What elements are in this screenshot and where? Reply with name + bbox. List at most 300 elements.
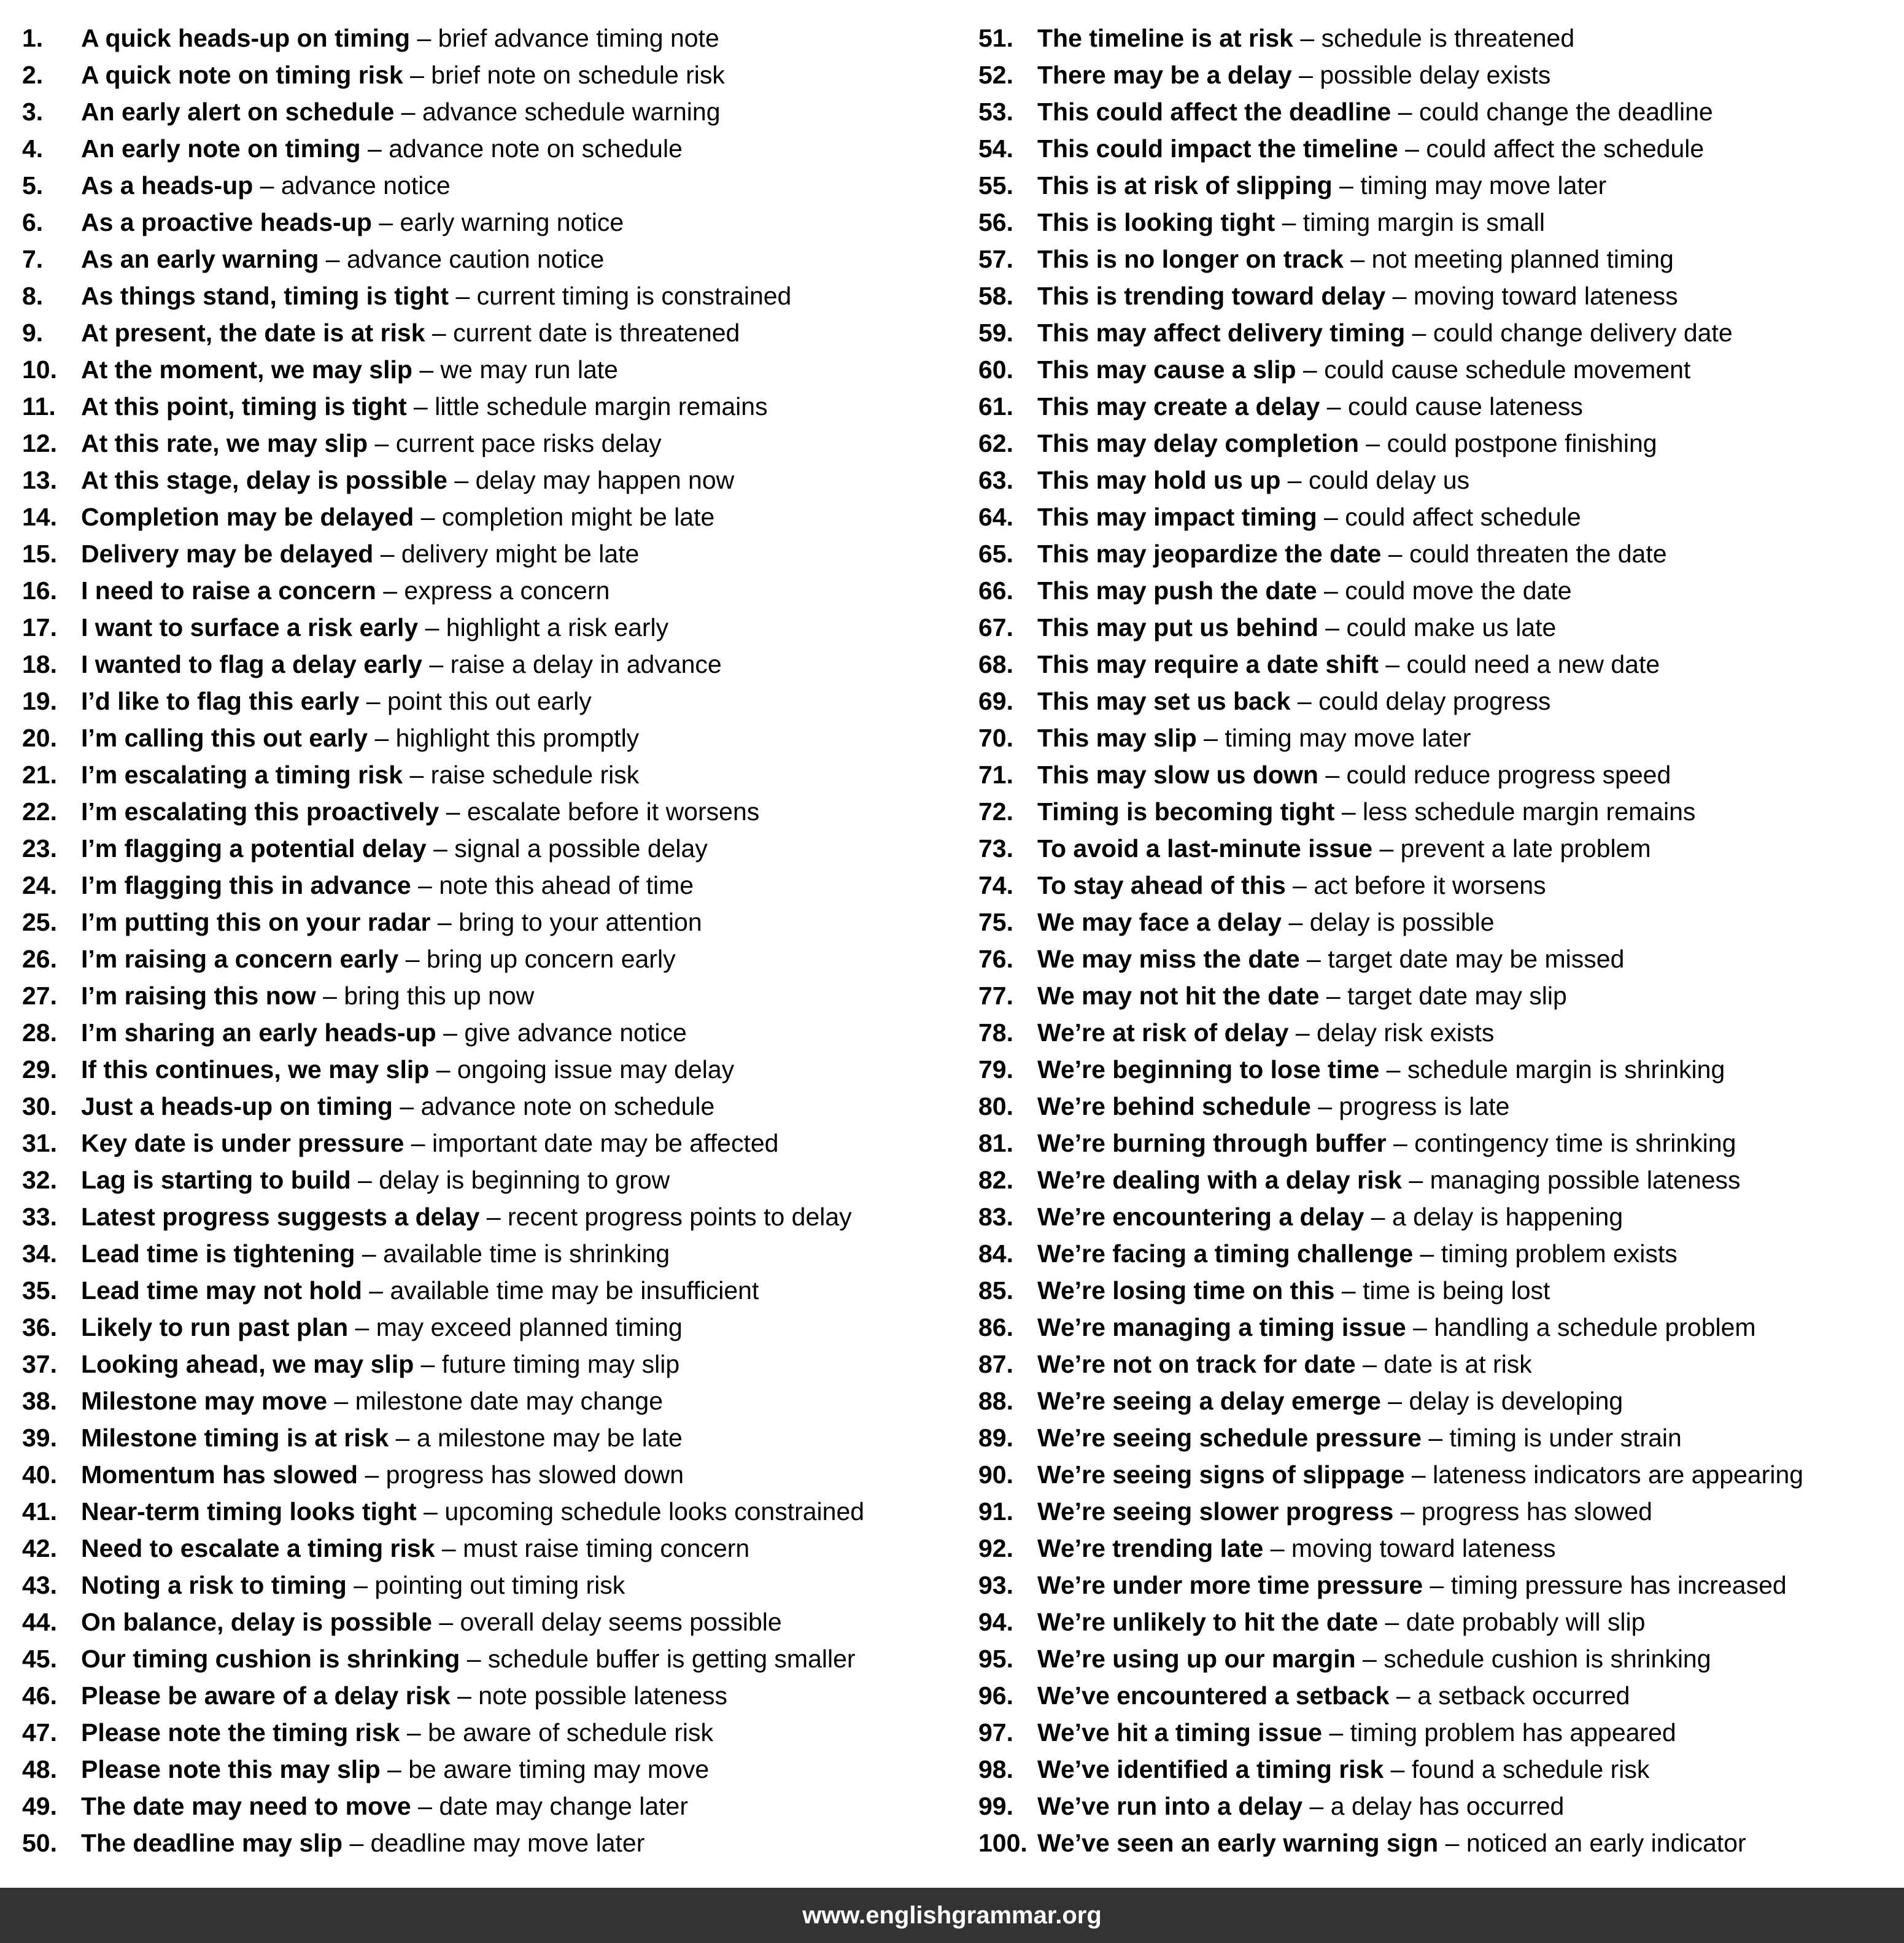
- item-phrase: Near-term timing looks tight: [81, 1497, 417, 1526]
- item-text: [1037, 22, 1574, 54]
- item-phrase: This may set us back: [1037, 687, 1291, 715]
- item-phrase: At this rate, we may slip: [81, 429, 368, 457]
- list-item: [22, 243, 980, 280]
- item-number: 8.: [22, 282, 44, 310]
- item-text: [1037, 1201, 1623, 1233]
- item-dash: –: [1423, 1571, 1451, 1599]
- item-number: 15.: [22, 540, 57, 568]
- item-text: [1037, 1716, 1676, 1748]
- item-phrase: This is trending toward delay: [1037, 282, 1386, 310]
- list-item: [22, 354, 980, 390]
- item-meaning: could delay us: [1308, 466, 1470, 494]
- list-item: [22, 943, 980, 980]
- item-phrase: We’re managing a timing issue: [1037, 1313, 1406, 1341]
- item-phrase: I’m calling this out early: [81, 724, 368, 752]
- list-item: [978, 1274, 1904, 1311]
- item-text: [81, 759, 639, 791]
- item-text: [81, 538, 639, 570]
- item-dash: –: [1317, 576, 1345, 605]
- item-dash: –: [1380, 1387, 1409, 1415]
- item-meaning: schedule cushion is shrinking: [1383, 1645, 1711, 1673]
- item-phrase: I wanted to flag a delay early: [81, 650, 422, 678]
- item-meaning: prevent a late problem: [1400, 834, 1651, 863]
- item-text: [1037, 538, 1667, 570]
- item-number: 54.: [978, 134, 1013, 163]
- list-item: [22, 869, 980, 906]
- list-item: [22, 1532, 980, 1569]
- item-number: 53.: [978, 98, 1013, 126]
- item-dash: –: [1302, 1792, 1331, 1820]
- list-item: [978, 1716, 1904, 1753]
- item-text: [1037, 943, 1624, 975]
- list-item: [22, 1017, 980, 1053]
- item-dash: –: [404, 1129, 432, 1157]
- item-number: 89.: [978, 1424, 1013, 1452]
- item-text: [81, 1459, 684, 1491]
- item-text: [81, 59, 725, 91]
- item-number: 64.: [978, 503, 1013, 531]
- item-number: 43.: [22, 1571, 57, 1599]
- item-number: 96.: [978, 1681, 1013, 1710]
- item-number: 19.: [22, 687, 57, 715]
- list-item: [22, 1459, 980, 1495]
- item-text: [1037, 1127, 1736, 1159]
- item-text: [1037, 832, 1651, 864]
- list-item: [22, 906, 980, 943]
- item-phrase: This may jeopardize the date: [1037, 540, 1382, 568]
- item-number: 46.: [22, 1681, 57, 1710]
- item-dash: –: [411, 1792, 439, 1820]
- list-item: [22, 96, 980, 133]
- footer-bar: [0, 1888, 1904, 1943]
- item-phrase: An early alert on schedule: [81, 98, 395, 126]
- item-meaning: escalate before it worsens: [466, 797, 760, 826]
- item-dash: –: [315, 982, 344, 1010]
- item-number: 10.: [22, 355, 57, 384]
- item-dash: –: [1383, 1755, 1412, 1783]
- item-phrase: There may be a delay: [1037, 61, 1292, 89]
- phrase-list-right: [978, 22, 1904, 1864]
- item-number: 24.: [22, 871, 57, 899]
- item-number: 98.: [978, 1755, 1013, 1783]
- item-meaning: note this ahead of time: [439, 871, 694, 899]
- item-phrase: We’re behind schedule: [1037, 1092, 1311, 1120]
- item-text: [81, 1385, 663, 1417]
- item-dash: –: [416, 1497, 445, 1526]
- phrase-list-left: [22, 22, 980, 1864]
- item-phrase: This may create a delay: [1037, 392, 1320, 421]
- item-meaning: contingency time is shrinking: [1414, 1129, 1736, 1157]
- list-item: [978, 980, 1904, 1017]
- list-item: [978, 354, 1904, 390]
- item-phrase: At present, the date is at risk: [81, 319, 425, 347]
- item-dash: –: [358, 1460, 386, 1489]
- item-dash: –: [1334, 797, 1363, 826]
- item-dash: –: [439, 797, 467, 826]
- item-meaning: milestone date may change: [355, 1387, 664, 1415]
- item-dash: –: [1438, 1829, 1466, 1857]
- item-dash: –: [1359, 429, 1387, 457]
- item-text: [81, 796, 759, 828]
- item-number: 30.: [22, 1092, 57, 1120]
- list-item: [22, 1053, 980, 1090]
- item-text: [81, 1532, 749, 1564]
- item-meaning: timing may move later: [1225, 724, 1471, 752]
- item-meaning: could affect the schedule: [1426, 134, 1705, 163]
- item-meaning: not meeting planned timing: [1371, 245, 1674, 273]
- item-number: 76.: [978, 945, 1013, 973]
- item-phrase: We’re unlikely to hit the date: [1037, 1608, 1379, 1636]
- item-dash: –: [449, 282, 477, 310]
- item-number: 35.: [22, 1276, 57, 1305]
- item-dash: –: [1401, 1166, 1430, 1194]
- item-text: [81, 1495, 864, 1527]
- item-text: [1037, 1311, 1756, 1343]
- item-dash: –: [368, 724, 396, 752]
- item-text: [1037, 1164, 1741, 1196]
- item-phrase: We’re facing a timing challenge: [1037, 1239, 1414, 1268]
- item-meaning: advance note on schedule: [389, 134, 683, 163]
- item-phrase: The date may need to move: [81, 1792, 411, 1820]
- item-meaning: could delay progress: [1318, 687, 1551, 715]
- item-phrase: I’m escalating a timing risk: [81, 761, 403, 789]
- item-text: [81, 1680, 727, 1712]
- item-dash: –: [389, 1424, 417, 1452]
- item-number: 70.: [978, 724, 1013, 752]
- item-phrase: I want to surface a risk early: [81, 613, 419, 642]
- item-number: 29.: [22, 1055, 57, 1084]
- item-text: [81, 1238, 670, 1270]
- item-number: 100.: [978, 1829, 1027, 1857]
- item-text: [1037, 1532, 1556, 1564]
- item-phrase: At this stage, delay is possible: [81, 466, 447, 494]
- item-number: 21.: [22, 761, 57, 789]
- item-phrase: To stay ahead of this: [1037, 871, 1286, 899]
- item-text: [1037, 1348, 1532, 1380]
- list-item: [22, 133, 980, 169]
- list-item: [22, 22, 980, 59]
- item-text: [81, 611, 668, 643]
- item-number: 13.: [22, 466, 57, 494]
- item-text: [81, 980, 534, 1012]
- item-number: 62.: [978, 429, 1013, 457]
- item-number: 25.: [22, 908, 57, 936]
- item-phrase: This may cause a slip: [1037, 355, 1296, 384]
- item-dash: –: [431, 1608, 460, 1636]
- item-phrase: This is looking tight: [1037, 208, 1275, 236]
- list-item: [22, 1753, 980, 1790]
- item-meaning: delay is possible: [1309, 908, 1495, 936]
- item-meaning: we may run late: [440, 355, 618, 384]
- item-text: [81, 1164, 670, 1196]
- item-dash: –: [1393, 1497, 1422, 1526]
- item-dash: –: [429, 1055, 457, 1084]
- item-meaning: bring up concern early: [426, 945, 676, 973]
- item-meaning: raise a delay in advance: [450, 650, 722, 678]
- item-meaning: could cause schedule movement: [1324, 355, 1691, 384]
- item-number: 39.: [22, 1424, 57, 1452]
- item-phrase: The timeline is at risk: [1037, 24, 1293, 52]
- list-item: [22, 1201, 980, 1238]
- item-meaning: available time may be insufficient: [390, 1276, 759, 1305]
- item-number: 74.: [978, 871, 1013, 899]
- item-number: 12.: [22, 429, 57, 457]
- item-phrase: As a heads-up: [81, 171, 253, 200]
- item-number: 83.: [978, 1203, 1013, 1231]
- list-item: [22, 722, 980, 759]
- item-phrase: We’ve seen an early warning sign: [1037, 1829, 1439, 1857]
- list-item: [978, 722, 1904, 759]
- item-dash: –: [1332, 171, 1361, 200]
- item-text: [81, 1017, 687, 1049]
- item-meaning: raise schedule risk: [430, 761, 640, 789]
- item-dash: –: [1280, 466, 1309, 494]
- item-text: [1037, 796, 1695, 828]
- item-meaning: completion might be late: [441, 503, 715, 531]
- list-item: [978, 1017, 1904, 1053]
- item-meaning: less schedule margin remains: [1363, 797, 1696, 826]
- item-meaning: schedule is threatened: [1321, 24, 1575, 52]
- item-dash: –: [1263, 1534, 1291, 1562]
- item-phrase: We’re losing time on this: [1037, 1276, 1335, 1305]
- item-number: 5.: [22, 171, 44, 200]
- item-phrase: We’ve encountered a setback: [1037, 1681, 1390, 1710]
- item-meaning: target date may be missed: [1328, 945, 1625, 973]
- item-meaning: advance notice: [281, 171, 451, 200]
- list-item: [978, 501, 1904, 538]
- list-item: [978, 96, 1904, 133]
- item-phrase: This may slip: [1037, 724, 1197, 752]
- item-meaning: timing may move later: [1360, 171, 1607, 200]
- item-dash: –: [1318, 613, 1347, 642]
- list-item: [978, 22, 1904, 59]
- item-text: [1037, 906, 1495, 938]
- item-meaning: time is being lost: [1363, 1276, 1550, 1305]
- list-item: [22, 575, 980, 611]
- item-meaning: date may change later: [439, 1792, 689, 1820]
- item-phrase: Noting a risk to timing: [81, 1571, 347, 1599]
- item-number: 73.: [978, 834, 1013, 863]
- list-item: [978, 906, 1904, 943]
- list-item: [22, 280, 980, 317]
- item-meaning: moving toward lateness: [1413, 282, 1678, 310]
- list-item: [978, 317, 1904, 354]
- item-text: [1037, 133, 1704, 165]
- item-text: [1037, 59, 1550, 91]
- item-meaning: progress has slowed down: [385, 1460, 684, 1489]
- item-text: [1037, 280, 1678, 312]
- item-dash: –: [403, 761, 431, 789]
- item-meaning: found a schedule risk: [1411, 1755, 1650, 1783]
- item-number: 22.: [22, 797, 57, 826]
- list-item: [22, 390, 980, 427]
- item-text: [1037, 243, 1674, 275]
- list-item: [978, 759, 1904, 796]
- item-number: 11.: [22, 392, 56, 421]
- item-text: [1037, 980, 1567, 1012]
- list-item: [978, 1053, 1904, 1090]
- item-meaning: point this out early: [387, 687, 592, 715]
- item-meaning: progress is late: [1339, 1092, 1510, 1120]
- item-text: [1037, 1753, 1649, 1785]
- item-dash: –: [1288, 1018, 1317, 1047]
- item-dash: –: [400, 1718, 428, 1747]
- item-phrase: An early note on timing: [81, 134, 361, 163]
- item-phrase: Key date is under pressure: [81, 1129, 404, 1157]
- list-item: [978, 1680, 1904, 1716]
- list-item: [22, 832, 980, 869]
- item-text: [1037, 501, 1581, 533]
- item-number: 63.: [978, 466, 1013, 494]
- item-dash: –: [1389, 1681, 1418, 1710]
- list-item: [978, 133, 1904, 169]
- item-number: 94.: [978, 1608, 1013, 1636]
- item-meaning: moving toward lateness: [1291, 1534, 1556, 1562]
- item-phrase: Need to escalate a timing risk: [81, 1534, 435, 1562]
- item-text: [81, 22, 719, 54]
- item-phrase: We may not hit the date: [1037, 982, 1320, 1010]
- list-item: [22, 1311, 980, 1348]
- list-item: [978, 206, 1904, 243]
- item-text: [1037, 1053, 1725, 1085]
- item-dash: –: [360, 134, 389, 163]
- list-item: [978, 1459, 1904, 1495]
- item-phrase: This may put us behind: [1037, 613, 1318, 642]
- item-phrase: We may miss the date: [1037, 945, 1300, 973]
- item-dash: –: [1319, 982, 1348, 1010]
- item-meaning: brief advance timing note: [438, 24, 719, 52]
- item-phrase: We’re dealing with a delay risk: [1037, 1166, 1402, 1194]
- list-item: [22, 1643, 980, 1680]
- item-meaning: could need a new date: [1406, 650, 1660, 678]
- list-item: [978, 1753, 1904, 1790]
- item-meaning: could reduce progress speed: [1346, 761, 1671, 789]
- item-meaning: timing margin is small: [1302, 208, 1545, 236]
- list-item: [978, 832, 1904, 869]
- item-dash: –: [1372, 834, 1401, 863]
- item-dash: –: [392, 1092, 421, 1120]
- item-phrase: This could affect the deadline: [1037, 98, 1391, 126]
- list-item: [22, 1827, 980, 1864]
- list-item: [22, 1790, 980, 1827]
- item-meaning: current pace risks delay: [395, 429, 662, 457]
- item-meaning: progress has slowed: [1421, 1497, 1652, 1526]
- item-dash: –: [1275, 208, 1303, 236]
- item-dash: –: [380, 1755, 409, 1783]
- item-phrase: We may face a delay: [1037, 908, 1282, 936]
- item-number: 86.: [978, 1313, 1013, 1341]
- list-item: [978, 59, 1904, 96]
- item-dash: –: [1391, 98, 1419, 126]
- item-number: 55.: [978, 171, 1013, 200]
- list-item: [978, 390, 1904, 427]
- list-item: [22, 611, 980, 648]
- item-text: [81, 464, 734, 496]
- item-text: [81, 648, 722, 680]
- item-text: [1037, 464, 1469, 496]
- item-text: [1037, 1422, 1682, 1454]
- item-phrase: This is at risk of slipping: [1037, 171, 1333, 200]
- item-meaning: a delay is happening: [1392, 1203, 1623, 1231]
- item-phrase: I’d like to flag this early: [81, 687, 360, 715]
- item-text: [81, 390, 768, 422]
- item-phrase: We’re beginning to lose time: [1037, 1055, 1380, 1084]
- list-item: [978, 1090, 1904, 1127]
- item-text: [81, 1274, 759, 1306]
- item-dash: –: [403, 61, 431, 89]
- list-item: [22, 1422, 980, 1459]
- list-item: [978, 796, 1904, 832]
- item-dash: –: [1379, 1055, 1407, 1084]
- item-number: 44.: [22, 1608, 57, 1636]
- item-meaning: possible delay exists: [1320, 61, 1551, 89]
- item-meaning: highlight a risk early: [446, 613, 669, 642]
- list-item: [978, 1311, 1904, 1348]
- list-item: [22, 648, 980, 685]
- list-item: [22, 980, 980, 1017]
- item-dash: –: [319, 245, 347, 273]
- item-text: [81, 427, 662, 459]
- item-text: [81, 869, 694, 901]
- item-phrase: We’ve hit a timing issue: [1037, 1718, 1323, 1747]
- item-dash: –: [418, 613, 446, 642]
- item-text: [81, 280, 791, 312]
- item-meaning: current date is threatened: [453, 319, 740, 347]
- item-number: 80.: [978, 1092, 1013, 1120]
- item-number: 77.: [978, 982, 1013, 1010]
- item-text: [81, 906, 702, 938]
- item-phrase: We’re seeing schedule pressure: [1037, 1424, 1422, 1452]
- item-phrase: This may delay completion: [1037, 429, 1360, 457]
- item-meaning: could move the date: [1345, 576, 1572, 605]
- item-text: [81, 722, 639, 754]
- item-phrase: I need to raise a concern: [81, 576, 376, 605]
- item-meaning: upcoming schedule looks constrained: [444, 1497, 865, 1526]
- item-meaning: timing problem exists: [1441, 1239, 1678, 1268]
- item-number: 33.: [22, 1203, 57, 1231]
- list-item: [978, 427, 1904, 464]
- item-number: 93.: [978, 1571, 1013, 1599]
- item-text: [1037, 1459, 1803, 1491]
- item-dash: –: [1196, 724, 1225, 752]
- item-number: 71.: [978, 761, 1013, 789]
- item-dash: –: [1293, 24, 1322, 52]
- item-meaning: timing pressure has increased: [1450, 1571, 1787, 1599]
- list-item: [22, 685, 980, 722]
- item-text: [1037, 390, 1583, 422]
- item-phrase: We’re seeing signs of slippage: [1037, 1460, 1405, 1489]
- item-text: [1037, 1090, 1509, 1122]
- item-dash: –: [1310, 1092, 1339, 1120]
- list-item: [978, 1164, 1904, 1201]
- item-dash: –: [1381, 540, 1410, 568]
- item-number: 16.: [22, 576, 57, 605]
- item-phrase: Lag is starting to build: [81, 1166, 351, 1194]
- list-item: [978, 280, 1904, 317]
- item-meaning: a delay has occurred: [1330, 1792, 1565, 1820]
- item-text: [81, 1422, 683, 1454]
- item-meaning: highlight this promptly: [395, 724, 640, 752]
- item-number: 36.: [22, 1313, 57, 1341]
- list-item: [22, 1716, 980, 1753]
- item-meaning: schedule margin is shrinking: [1407, 1055, 1725, 1084]
- item-dash: –: [411, 871, 439, 899]
- item-number: 97.: [978, 1718, 1013, 1747]
- item-phrase: This may slow us down: [1037, 761, 1318, 789]
- item-number: 66.: [978, 576, 1013, 605]
- item-meaning: noticed an early indicator: [1466, 1829, 1746, 1857]
- item-dash: –: [1296, 355, 1325, 384]
